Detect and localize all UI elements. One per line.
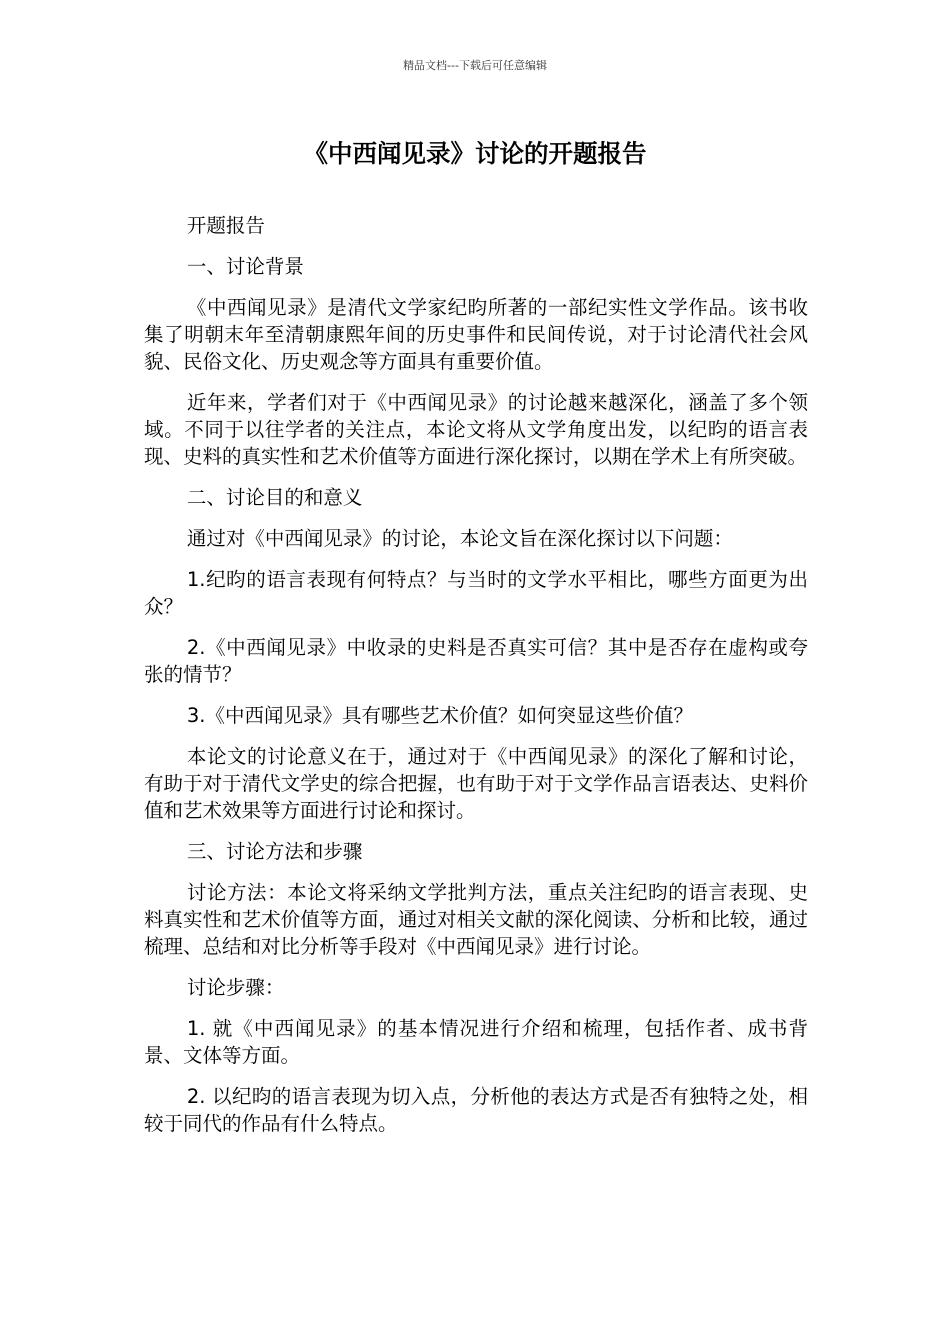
list-item-step-2: 2. 以纪昀的语言表现为切入点，分析他的表达方式是否有独特之处，相较于同代的作品有什么特点。 [144, 1085, 808, 1135]
document-title: 《中西闻见录》讨论的开题报告 [303, 139, 647, 168]
section-label-proposal: 开题报告 [186, 214, 265, 237]
paragraph-background-research: 近年来，学者们对于《中西闻见录》的讨论越来越深化，涵盖了多个领域。不同于以往学者的关注点，本论文将从文学角度出发，以纪昀的语言表现、史料的真实性和艺术价值等方面进行深化探讨，以期在学术上有所突破。 [144, 391, 808, 468]
paragraph-purpose-intro: 通过对《中西闻见录》的讨论，本论文旨在深化探讨以下问题： [186, 527, 733, 550]
list-item-question-2: 2.《中西闻见录》中收录的史料是否真实可信？其中是否存在虚构或夸张的情节？ [144, 636, 808, 686]
paragraph-method: 讨论方法：本论文将采纳文学批判方法，重点关注纪昀的语言表现、史料真实性和艺术价值等方面，通过对相关文献的深化阅读、分析和比较，通过梳理、总结和对比分析等手段对《中西闻见录》进行讨论。 [144, 881, 808, 958]
section-heading-method: 三、讨论方法和步骤 [186, 840, 363, 863]
section-heading-background: 一、讨论背景 [186, 255, 304, 278]
section-heading-purpose: 二、讨论目的和意义 [186, 486, 363, 509]
list-item-question-3: 3.《中西闻见录》具有哪些艺术价值？如何突显这些价值？ [186, 704, 693, 727]
paragraph-significance: 本论文的讨论意义在于，通过对于《中西闻见录》的深化了解和讨论，有助于对于清代文学史的综合把握，也有助于对于文学作品言语表达、史料价值和艺术效果等方面进行讨论和探讨。 [144, 745, 808, 822]
list-item-step-1: 1. 就《中西闻见录》的基本情况进行介绍和梳理，包括作者、成书背景、文体等方面。 [144, 1017, 808, 1067]
document-body [144, 212, 808, 1151]
paragraph-steps-label: 讨论步骤： [186, 976, 285, 999]
list-item-question-1: 1.纪昀的语言表现有何特点？与当时的文学水平相比，哪些方面更为出众？ [144, 568, 808, 618]
page-header-watermark: 精品文档---下载后可任意编辑 [403, 59, 547, 72]
paragraph-background-intro: 《中西闻见录》是清代文学家纪昀所著的一部纪实性文学作品。该书收集了明朝末年至清朝康熙年间的历史事件和民间传说，对于讨论清代社会风貌、民俗文化、历史观念等方面具有重要价值。 [144, 296, 808, 373]
